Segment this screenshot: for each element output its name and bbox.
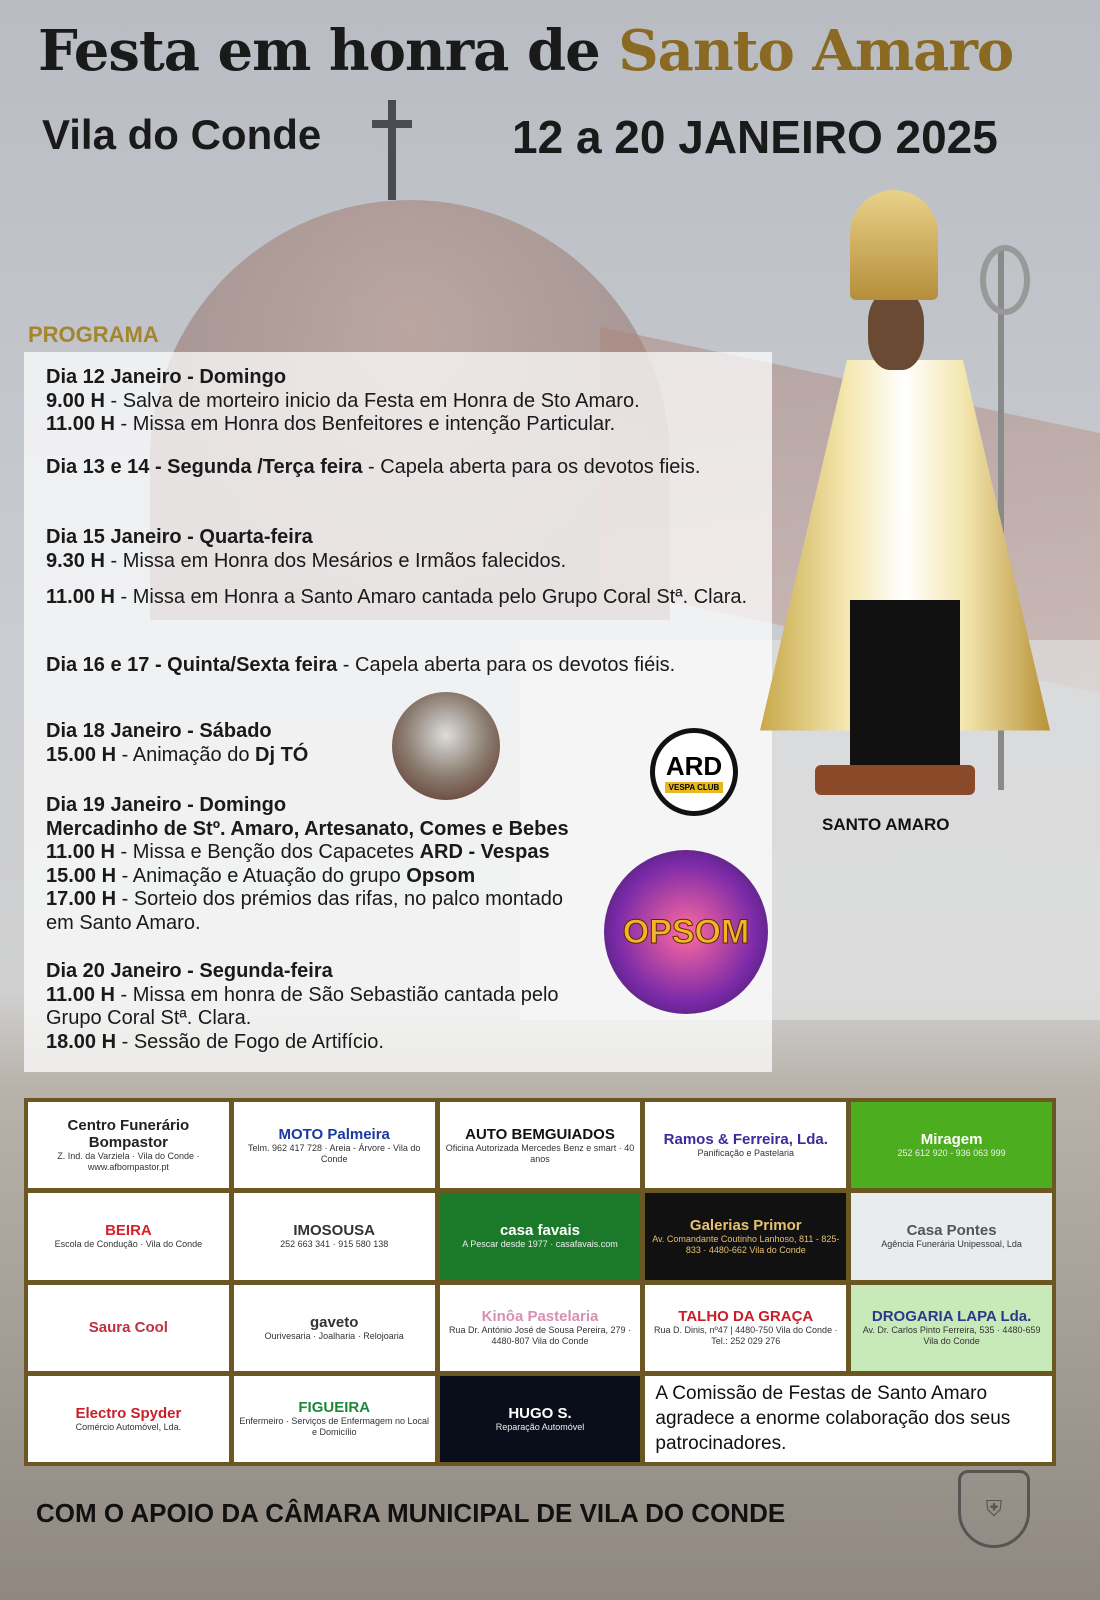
sponsors-grid — [24, 1098, 1056, 1466]
time: 17.00 H — [46, 888, 117, 910]
sponsor-details: Escola de Condução · Vila do Conde — [54, 1239, 203, 1250]
day-heading-line — [46, 960, 591, 984]
sponsor-ad — [440, 1102, 641, 1188]
event-text: - Animação e Atuação do grupo — [116, 864, 407, 887]
footer-support: COM O APOIO DA CÂMARA MUNICIPAL DE VILA DO CONDE — [36, 1498, 786, 1528]
program-line — [46, 984, 591, 1031]
sponsor-name: BEIRA — [105, 1222, 152, 1240]
day-text: - Capela aberta para os devotos fiéis. — [337, 654, 676, 676]
sponsor-details: Rua D. Dinis, nº47 | 4480-750 Vila do Conde · Tel.: 252 029 276 — [654, 1325, 838, 1347]
sponsor-ad — [645, 1193, 846, 1279]
sponsor-details: Ourivesaria · Joalharia · Relojoaria — [264, 1330, 404, 1341]
sponsor-ad — [440, 1285, 641, 1371]
time: 9.30 H — [46, 549, 105, 572]
sponsor-details: Z. Ind. da Varziela · Vila do Conde · www.afbompastor.pt — [57, 1151, 200, 1173]
sponsor-ad — [234, 1102, 435, 1188]
title-text: Festa em honra de — [38, 18, 619, 84]
sponsor-details: Oficina Autorizada Mercedes Benz e smart · 40 anos — [445, 1142, 635, 1164]
opsom-text: OPSOM — [622, 912, 750, 951]
sponsor-name: Casa Pontes — [906, 1222, 997, 1240]
sponsor-name: Saura Cool — [88, 1319, 168, 1337]
event-text: - Missa em Honra dos Benfeitores e intenção Particular. — [114, 413, 616, 435]
sponsor-ad — [234, 1285, 435, 1371]
event-text: - Missa em Honra dos Mesários e Irmãos falecidos. — [104, 549, 567, 572]
sponsor-name: FIGUEIRA — [298, 1399, 371, 1417]
sponsor-name: casa favais — [499, 1222, 581, 1240]
program-line — [46, 865, 591, 889]
sponsor-details: 252 663 341 · 915 580 138 — [280, 1239, 389, 1250]
sponsor-details: Reparação Automóvel — [495, 1421, 585, 1432]
day-heading: Dia 19 Janeiro - Domingo — [46, 794, 287, 816]
sponsor-name: Electro Spyder — [75, 1404, 182, 1422]
ard-vespa-logo — [650, 728, 738, 816]
event-text: - Salva de morteiro inicio da Festa em Honra de Sto Amaro. — [104, 389, 640, 412]
sponsor-details: Av. Comandante Coutinho Lanhoso, 811 - 825-833 · 4480-662 Vila do Conde — [652, 1233, 840, 1255]
program-day — [46, 586, 754, 610]
program-line — [46, 586, 754, 610]
day-heading: Dia 12 Janeiro - Domingo — [46, 366, 287, 388]
day-heading: Dia 15 Janeiro - Quarta-feira — [46, 526, 313, 548]
sponsor-name: TALHO DA GRAÇA — [678, 1308, 814, 1326]
day-heading: Dia 20 Janeiro - Segunda-feira — [46, 960, 333, 982]
sponsor-ad — [28, 1102, 229, 1188]
saint-label: SANTO AMARO — [822, 815, 950, 834]
event-text: ARD - Vespas — [419, 841, 550, 863]
program-line — [46, 390, 754, 414]
event-text: - Animação do — [116, 743, 256, 766]
face — [868, 290, 924, 370]
program-line — [46, 550, 754, 574]
program-line — [46, 888, 591, 935]
program-line — [46, 413, 754, 437]
sponsor-ad — [28, 1193, 229, 1279]
sponsor-ad — [645, 1102, 846, 1188]
event-text: - Missa em honra de São Sebastião cantada pelo Grupo Coral Stª. Clara. — [46, 983, 559, 1029]
sponsor-ad — [645, 1285, 846, 1371]
sponsor-name: AUTO BEMGUIADOS — [465, 1125, 615, 1143]
sponsor-name: Ramos & Ferreira, Lda. — [663, 1131, 828, 1149]
sponsor-details: Panificação e Pastelaria — [697, 1148, 795, 1159]
sponsor-ad — [234, 1193, 435, 1279]
poster-title — [38, 18, 1013, 84]
program-day — [46, 366, 754, 437]
sponsor-ad — [440, 1193, 641, 1279]
programa-label: PROGRAMA — [28, 322, 159, 347]
sponsor-details: Telm. 962 417 728 · Areia - Árvore - Vila do Conde — [247, 1142, 421, 1164]
day-heading: Dia 18 Janeiro - Sábado — [46, 720, 272, 742]
time: 11.00 H — [46, 841, 115, 863]
program-line — [46, 1031, 591, 1055]
day-heading: Dia 16 e 17 - Quinta/Sexta feira — [46, 654, 338, 676]
sponsor-ad — [440, 1376, 641, 1462]
mitre-icon — [850, 190, 938, 300]
sponsor-name: gaveto — [310, 1313, 359, 1331]
ard-sub: VESPA CLUB — [665, 782, 724, 793]
sponsor-ad — [28, 1376, 229, 1462]
cassock — [850, 600, 960, 770]
time: 9.00 H — [46, 389, 105, 412]
day-text: - Capela aberta para os devotos fieis. — [362, 456, 701, 478]
day-heading: Dia 13 e 14 - Segunda /Terça feira — [46, 456, 363, 478]
sponsor-ad — [851, 1285, 1052, 1371]
municipal-crest-icon: ⛨ — [958, 1470, 1030, 1548]
crozier-icon — [980, 245, 1030, 315]
event-text: - Missa e Benção dos Capacetes — [114, 841, 420, 863]
sponsor-name: Miragem — [920, 1131, 983, 1149]
chapel-cross — [388, 100, 396, 200]
event-text: - Missa em Honra a Santo Amaro cantada pelo Grupo Coral Stª. Clara. — [114, 586, 748, 608]
sponsor-ad — [851, 1102, 1052, 1188]
time: 11.00 H — [46, 983, 115, 1006]
program-line — [46, 841, 591, 865]
sponsor-details: Av. Dr. Carlos Pinto Ferreira, 535 · 4480-659 Vila do Conde — [862, 1325, 1041, 1347]
day-heading-line — [46, 794, 591, 818]
city: Vila do Conde — [42, 111, 322, 158]
sponsor-name: MOTO Palmeira — [278, 1125, 390, 1143]
time: 11.00 H — [46, 413, 115, 435]
dates: 12 a 20 JANEIRO 2025 — [512, 111, 998, 163]
program-day — [46, 526, 754, 573]
sponsor-ad — [234, 1376, 435, 1462]
time: 15.00 H — [46, 864, 117, 887]
sponsor-name: Galerias Primor — [689, 1216, 802, 1234]
saint-statue — [760, 190, 1060, 800]
sponsor-details: Enfermeiro · Serviços de Enfermagem no Local e Domicílio — [239, 1416, 429, 1438]
program-day — [46, 456, 754, 480]
sponsor-details: Comércio Automóvel, Lda. — [75, 1421, 182, 1432]
sponsor-name: IMOSOUSA — [293, 1222, 376, 1240]
day-heading-line — [46, 366, 754, 390]
sponsor-details: 252 612 920 - 936 063 999 — [897, 1148, 1006, 1159]
day-heading-line — [46, 654, 754, 678]
title-saint: Santo Amaro — [618, 18, 1014, 84]
sponsor-name: DROGARIA LAPA Lda. — [871, 1308, 1032, 1326]
sponsor-name: HUGO S. — [508, 1404, 572, 1422]
event-text: - Sorteio dos prémios das rifas, no palco montado em Santo Amaro. — [46, 888, 563, 934]
sponsor-name: Centro Funerário Bompastor — [67, 1117, 190, 1152]
day-heading-line — [46, 456, 754, 480]
sponsor-ad — [851, 1193, 1052, 1279]
event-text: - Sessão de Fogo de Artifício. — [116, 1030, 384, 1053]
sponsor-details: A Pescar desde 1977 · casafavais.com — [462, 1239, 618, 1250]
sponsor-details: Agência Funerária Unipessoal, Lda — [881, 1239, 1022, 1250]
event-text: Opsom — [406, 864, 476, 887]
ard-text: ARD — [665, 751, 723, 781]
day-subheading: Mercadinho de Stº. Amaro, Artesanato, Comes e Bebes — [46, 817, 569, 840]
sponsor-ad — [28, 1285, 229, 1371]
sponsor-details: Rua Dr. António José de Sousa Pereira, 279 · 4480-807 Vila do Conde — [448, 1325, 632, 1347]
time: 15.00 H — [46, 743, 117, 766]
event-text: Dj TÓ — [255, 743, 309, 766]
day-heading-line — [46, 720, 386, 744]
dj-photo — [392, 692, 500, 800]
program-day — [46, 654, 754, 678]
day-heading-line — [46, 526, 754, 550]
statue-base — [815, 765, 975, 795]
thanks-message: A Comissão de Festas de Santo Amaro agradece a enorme colaboração dos seus patrocinadores. — [645, 1376, 1052, 1462]
time: 18.00 H — [46, 1030, 117, 1053]
time: 11.00 H — [46, 586, 115, 608]
sponsor-name: Kinôa Pastelaria — [481, 1308, 599, 1326]
program-line — [46, 744, 386, 768]
opsom-logo — [604, 850, 768, 1014]
